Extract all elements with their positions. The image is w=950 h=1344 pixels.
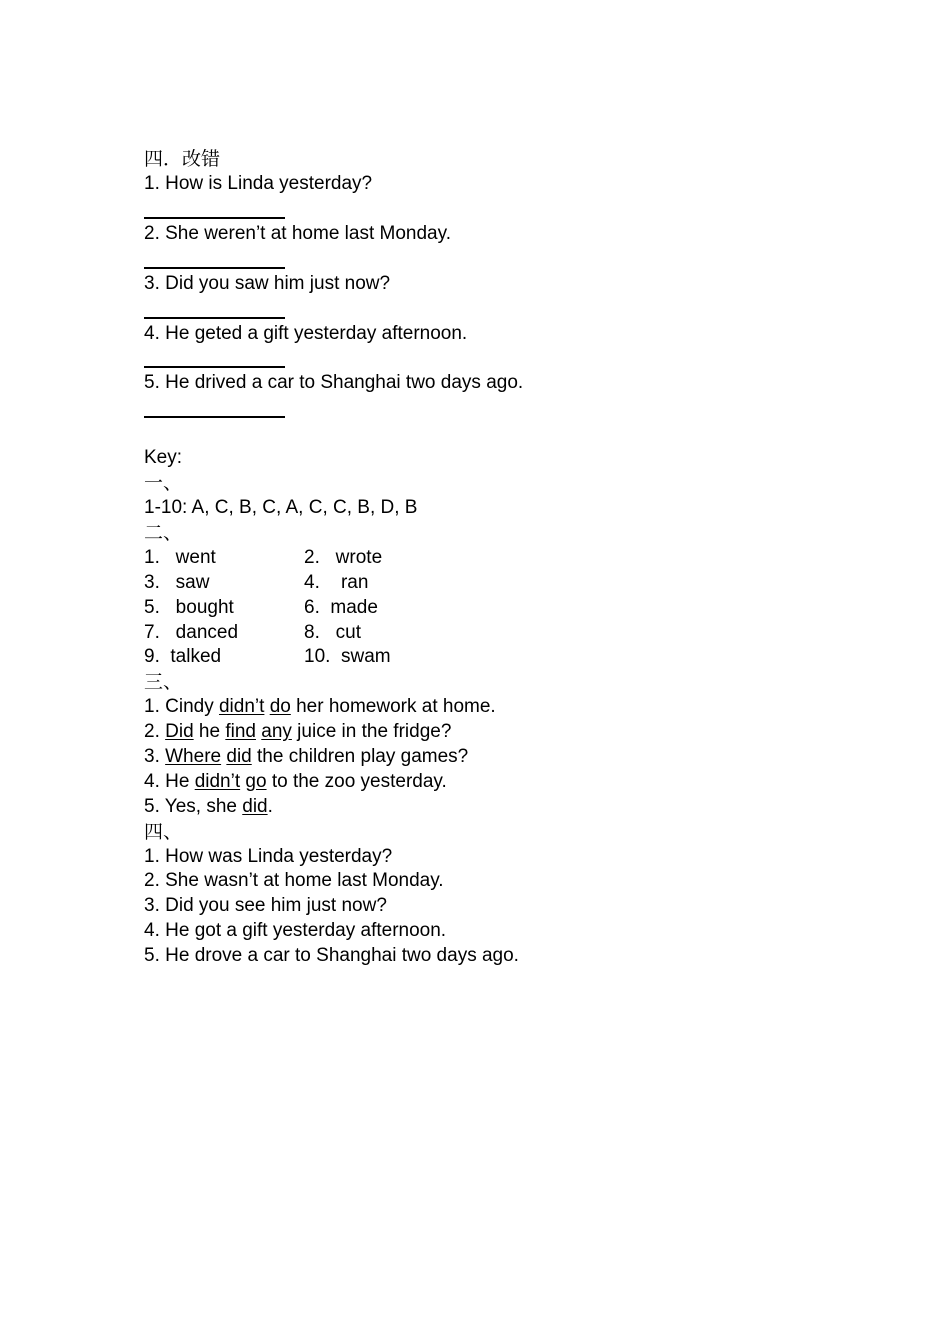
key-part3-line-4 [144, 770, 844, 795]
key-part4-label: 四、 [144, 820, 183, 843]
key-part2-cell: 3. saw [144, 571, 210, 593]
sentence-text: her homework at home. [290, 696, 496, 718]
key-part2-cell: 6. made [304, 596, 378, 618]
underlined-answer: did [226, 746, 252, 768]
key-part2-row [144, 621, 844, 646]
sentence-text: 2. [144, 721, 166, 743]
underlined-answer: did [242, 795, 268, 817]
key-part2-cell: 4. ran [304, 571, 369, 593]
key-part2-cell: 10. swam [304, 646, 391, 668]
sentence-text: . [267, 795, 273, 817]
key-part4-line-5: 5. He drove a car to Shanghai two days ago. [144, 945, 519, 967]
key-part2-cell: 7. danced [144, 621, 239, 643]
key-part2-cell: 8. cut [304, 621, 362, 643]
key-title: Key: [144, 447, 183, 469]
sentence-text: 4. He [144, 770, 195, 792]
blank-rule [144, 217, 285, 219]
answer-blank-2[interactable] [144, 247, 844, 272]
answer-blank-1[interactable] [144, 197, 844, 222]
sentence-text: 5. Yes, she [144, 795, 243, 817]
underlined-answer: didn’t [194, 770, 241, 792]
key-part2-row [144, 571, 844, 596]
key-part1-answers: 1-10: A, C, B, C, A, C, C, B, D, B [144, 497, 418, 519]
key-part2-label: 二、 [144, 522, 183, 545]
key-part4-line-2: 2. She wasn’t at home last Monday. [144, 870, 444, 892]
key-part3-label: 三、 [144, 671, 183, 694]
answer-blank-4[interactable] [144, 346, 844, 371]
key-part2-cell: 1. went [144, 546, 216, 568]
blank-rule [144, 267, 285, 269]
document-page [144, 147, 844, 969]
blank-rule [144, 416, 285, 418]
question-2: 2. She weren’t at home last Monday. [144, 222, 451, 244]
underlined-answer: any [261, 721, 292, 743]
spacer [144, 421, 844, 446]
sentence-text: juice in the fridge? [291, 721, 452, 743]
answer-blank-5[interactable] [144, 396, 844, 421]
sentence-text: 1. Cindy [144, 696, 219, 718]
key-part3-line-1 [144, 695, 844, 720]
key-part2-cell: 2. wrote [304, 546, 383, 568]
key-part2-row [144, 596, 844, 621]
underlined-answer: didn’t [218, 696, 265, 718]
sentence-text: the children play games? [251, 746, 469, 768]
question-1: 1. How is Linda yesterday? [144, 172, 373, 194]
sentence-text: to the zoo yesterday. [266, 770, 447, 792]
key-part1-label: 一、 [144, 472, 183, 495]
sentence-text: he [193, 721, 226, 743]
key-part2-cell: 5. bought [144, 596, 234, 618]
key-part2-row [144, 546, 844, 571]
underlined-answer: find [225, 721, 256, 743]
question-4: 4. He geted a gift yesterday afternoon. [144, 322, 468, 344]
underlined-answer: go [245, 770, 267, 792]
underlined-answer: Where [165, 746, 222, 768]
blank-rule [144, 317, 285, 319]
key-part3-line-2 [144, 720, 844, 745]
key-part3-lines [144, 695, 844, 819]
question-3: 3. Did you saw him just now? [144, 272, 391, 294]
blank-rule [144, 366, 285, 368]
key-part4-line-3: 3. Did you see him just now? [144, 895, 387, 917]
question-5: 5. He drived a car to Shanghai two days ago. [144, 372, 524, 394]
answer-blank-3[interactable] [144, 297, 844, 322]
underlined-answer: Did [165, 721, 194, 743]
key-part4-line-1: 1. How was Linda yesterday? [144, 845, 393, 867]
key-part2-cell: 9. talked [144, 646, 222, 668]
sentence-text: 3. [144, 746, 166, 768]
key-part3-line-3 [144, 745, 844, 770]
underlined-answer: do [269, 696, 291, 718]
section-heading: 四．改错 [144, 148, 221, 170]
key-part4-line-4: 4. He got a gift yesterday afternoon. [144, 920, 447, 942]
key-part2-row [144, 645, 844, 670]
key-part3-line-5 [144, 795, 844, 820]
